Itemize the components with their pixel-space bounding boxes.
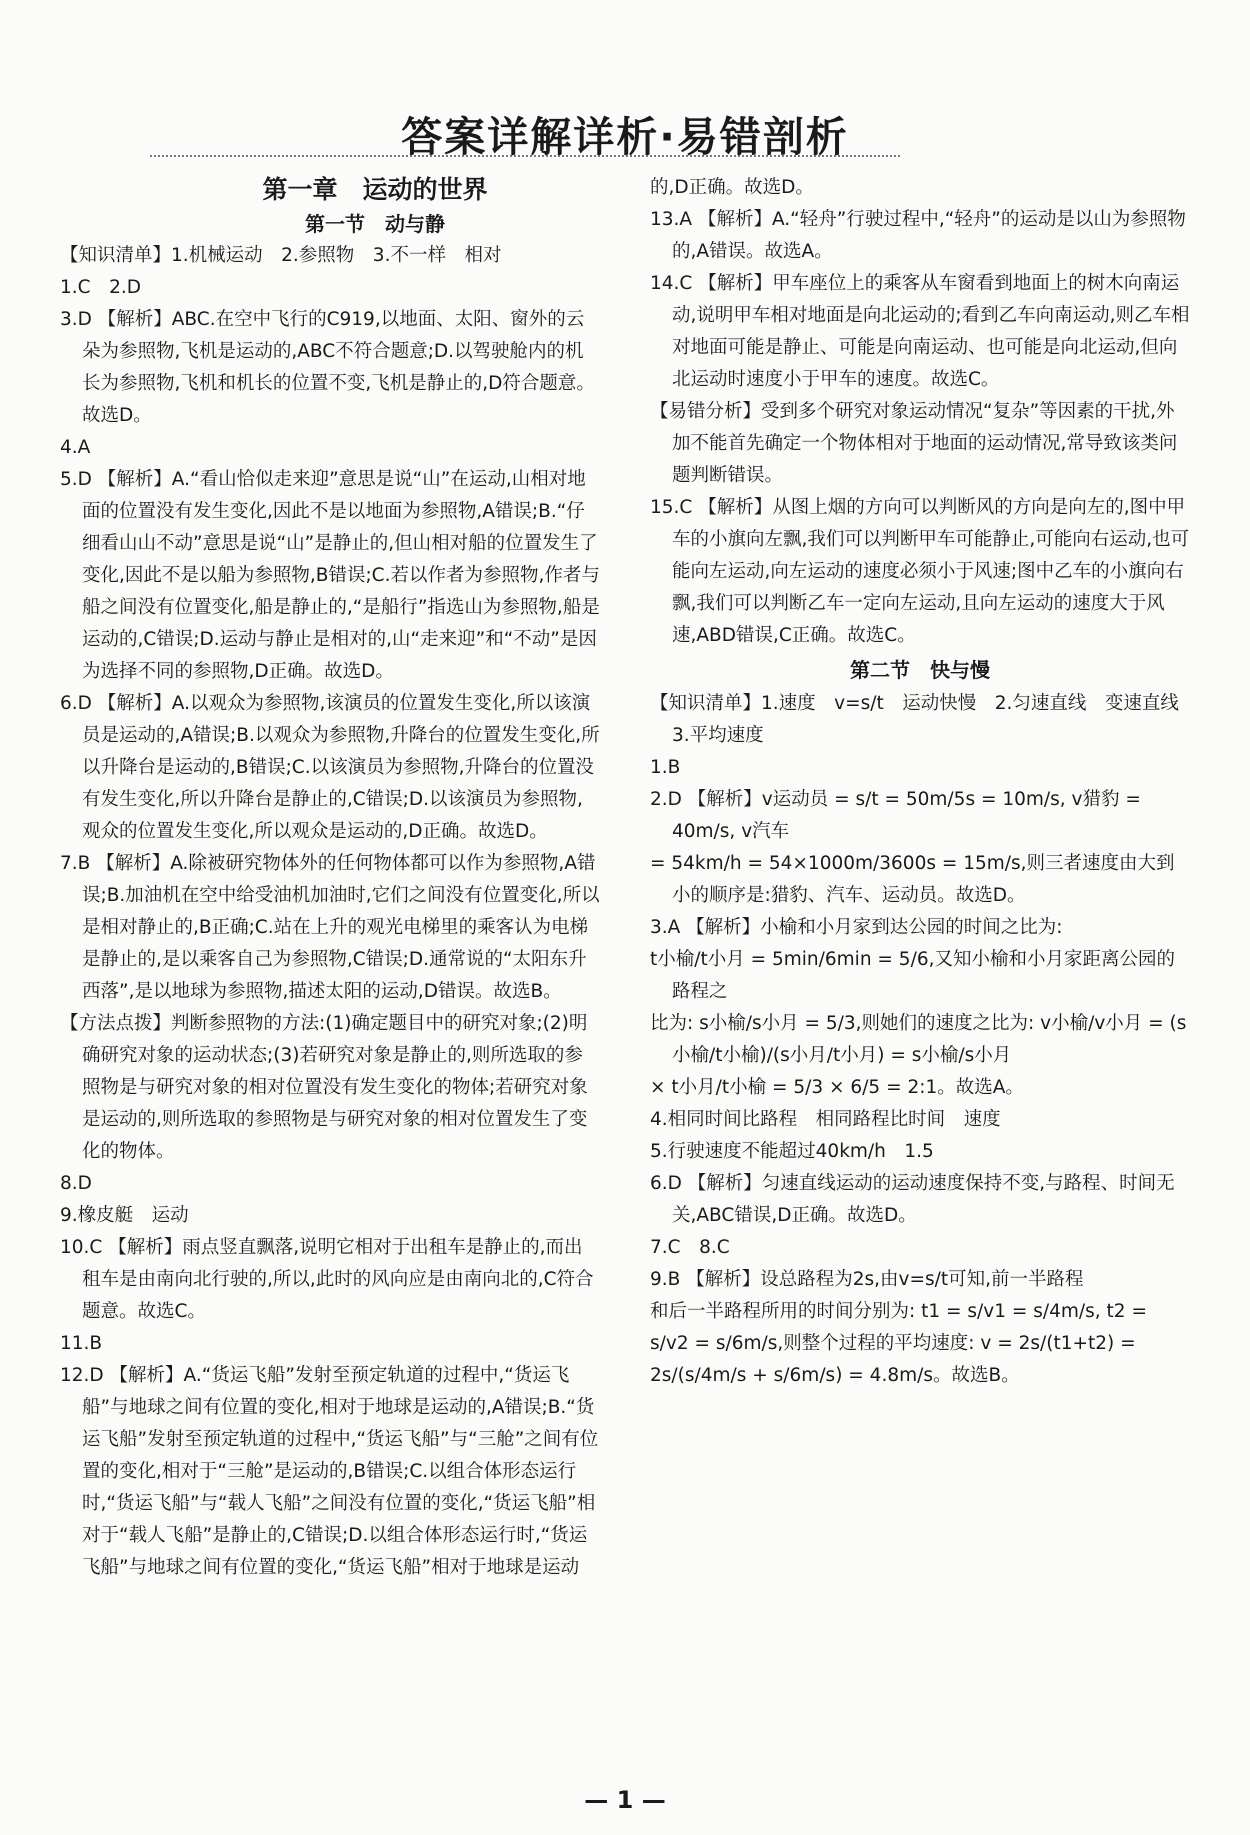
answer-paragraph: 7.C 8.C <box>650 1237 730 1258</box>
answer-paragraph: 【方法点拨】判断参照物的方法:(1)确定题目中的研究对象;(2)明确研究对象的运动状态;(3)若研究对象是静止的,则所选取的参照物是与研究对象的相对位置没有发生变化的物体;若研究对象是运动的,则所选取的参照物是与研究对象的相对位置发生了变化的物体。 <box>60 1013 588 1162</box>
answer-paragraph: 11.B <box>60 1333 103 1354</box>
answer-line: s/v2 = s/6m/s,则整个过程的平均速度: v = 2s/(t1+t2) = <box>650 1333 1136 1354</box>
answer-paragraph: 9.橡皮艇 运动 <box>60 1205 189 1226</box>
answer-paragraph: 13.A 【解析】A.“轻舟”行驶过程中,“轻舟”的运动是以山为参照物的,A错误。故选A。 <box>650 209 1186 262</box>
answer-line: 3.A 【解析】小榆和小月家到达公园的时间之比为: <box>650 917 1063 938</box>
answer-paragraph: 的,D正确。故选D。 <box>650 177 814 198</box>
answer-line: 1.B <box>650 757 681 778</box>
title-divider <box>150 155 900 157</box>
answer-paragraph: 15.C 【解析】从图上烟的方向可以判断风的方向是向左的,图中甲车的小旗向左飘,我们可以判断甲车可能静止,可能向右运动,也可能向左运动,向左运动的速度必须小于风速;图中乙车的小旗向右飘,我们可以判断乙车一定向左运动,且向左运动的速度大于风速,ABD错误,C正确。故选C。 <box>650 497 1190 646</box>
left-paragraphs <box>60 240 600 1584</box>
answer-paragraph: 【易错分析】受到多个研究对象运动情况“复杂”等因素的干扰,外加不能首先确定一个物体相对于地面的运动情况,常导致该类问题判断错误。 <box>650 401 1178 486</box>
answer-line: 9.B 【解析】设总路程为2s,由v=s/t可知,前一半路程 <box>650 1269 1084 1290</box>
answer-paragraph: 【知识清单】1.机械运动 2.参照物 3.不一样 相对 <box>60 245 502 266</box>
right-paragraphs-a <box>650 172 1190 652</box>
page-title: 答案详解详析·易错剖析 <box>401 113 849 161</box>
answer-paragraph: 7.B 【解析】A.除被研究物体外的任何物体都可以作为参照物,A错误;B.加油机在空中给受油机加油时,它们之间没有位置变化,所以是相对静止的,B正确;C.站在上升的观光电梯里的乘客认为电梯是静止的,是以乘客自己为参照物,C错误;D.通常说的“太阳东升西落”,是以地球为参照物,描述太阳的运动,D错误。故选B。 <box>60 853 600 1002</box>
answer-line: 和后一半路程所用的时间分别为: t1 = s/v1 = s/4m/s, t2 = <box>650 1301 1147 1322</box>
left-column <box>60 172 600 1584</box>
right-paragraphs-b <box>650 1104 1190 1264</box>
answer-line: × t小月/t小榆 = 5/3 × 6/5 = 2:1。故选A。 <box>650 1077 1024 1098</box>
answer-paragraph: 5.D 【解析】A.“看山恰似走来迎”意思是说“山”在运动,山相对地面的位置没有发生变化,因此不是以地面为参照物,A错误;B.“仔细看山山不动”意思是说“山”是静止的,但山相对船的位置发生了变化,因此不是以船为参照物,B错误;C.若以作者为参照物,作者与船之间没有位置变化,船是静止的,“是船行”指选山为参照物,船是运动的,C错误;D.运动与静止是相对的,山“走来迎”和“不动”是因为选择不同的参照物,D正确。故选D。 <box>60 469 600 682</box>
answer-paragraph: 10.C 【解析】雨点竖直飘落,说明它相对于出租车是静止的,而出租车是由南向北行驶的,所以,此时的风向应是由南向北的,C符合题意。故选C。 <box>60 1237 594 1322</box>
answer-paragraph: 14.C 【解析】甲车座位上的乘客从车窗看到地面上的树木向南运动,说明甲车相对地面是向北运动的;看到乙车向南运动,则乙车相对地面可能是静止、可能是向南运动、也可能是向北运动,但向北运动时速度小于甲车的速度。故选C。 <box>650 273 1190 390</box>
page-number: — 1 — <box>584 1786 666 1814</box>
answer-paragraph: 4.相同时间比路程 相同路程比时间 速度 <box>650 1109 1001 1130</box>
answer-paragraph: 3.D 【解析】ABC.在空中飞行的C919,以地面、太阳、窗外的云朵为参照物,飞机是运动的,ABC不符合题意;D.以驾驶舱内的机长为参照物,飞机和机长的位置不变,飞机是静止的,D符合题意。故选D。 <box>60 309 595 426</box>
answer-paragraph: 6.D 【解析】匀速直线运动的运动速度保持不变,与路程、时间无关,ABC错误,D正确。故选D。 <box>650 1173 1175 1226</box>
answer-line: 2s/(s/4m/s + s/6m/s) = 4.8m/s。故选B。 <box>650 1365 1020 1386</box>
knowledge-list-2: 【知识清单】1.速度 v=s/t 运动快慢 2.匀速直线 变速直线 3.平均速度 <box>650 693 1198 746</box>
section-heading-1: 第一节 动与静 <box>305 212 445 236</box>
answer-line: t小榆/t小月 = 5min/6min = 5/6,又知小榆和小月家距离公园的路程之 <box>650 949 1175 1002</box>
right-column <box>650 172 1198 1392</box>
answer-paragraph: 12.D 【解析】A.“货运飞船”发射至预定轨道的过程中,“货运飞船”与地球之间有位置的变化,相对于地球是运动的,A错误;B.“货运飞船”发射至预定轨道的过程中,“货运飞船”与“三舱”之间有位置的变化,相对于“三舱”是运动的,B错误;C.以组合体形态运行时,“货运飞船”与“载人飞船”之间没有位置的变化,“货运飞船”相对于“载人飞船”是静止的,C错误;D.以组合体形态运行时,“货运飞船”与地球之间有位置的变化,“货运飞船”相对于地球是运动 <box>60 1365 599 1578</box>
answer-paragraph: 4.A <box>60 437 91 458</box>
answer-paragraph: 1.C 2.D <box>60 277 141 298</box>
answer-paragraph: 5.行驶速度不能超过40km/h 1.5 <box>650 1141 934 1162</box>
answer-paragraph: 6.D 【解析】A.以观众为参照物,该演员的位置发生变化,所以该演员是运动的,A错误;B.以观众为参照物,升降台的位置发生变化,所以升降台是运动的,B错误;C.以该演员为参照物,升降台的位置没有发生变化,所以升降台是静止的,C错误;D.以该演员为参照物,观众的位置发生变化,所以观众是运动的,D正确。故选D。 <box>60 693 600 842</box>
answer-paragraph: 8.D <box>60 1173 92 1194</box>
chapter-heading: 第一章 运动的世界 <box>262 175 488 204</box>
section-heading-2: 第二节 快与慢 <box>850 658 990 682</box>
answer-line: 2.D 【解析】v运动员 = s/t = 50m/5s = 10m/s, v猎豹 = 40m/s, v汽车 <box>650 789 1141 842</box>
answer-line: 比为: s小榆/s小月 = 5/3,则她们的速度之比为: v小榆/v小月 = (s小榆/t小榆)/(s小月/t小月) = s小榆/s小月 <box>650 1013 1187 1066</box>
answer-line: = 54km/h = 54×1000m/3600s = 15m/s,则三者速度由大到小的顺序是:猎豹、汽车、运动员。故选D。 <box>650 853 1175 906</box>
